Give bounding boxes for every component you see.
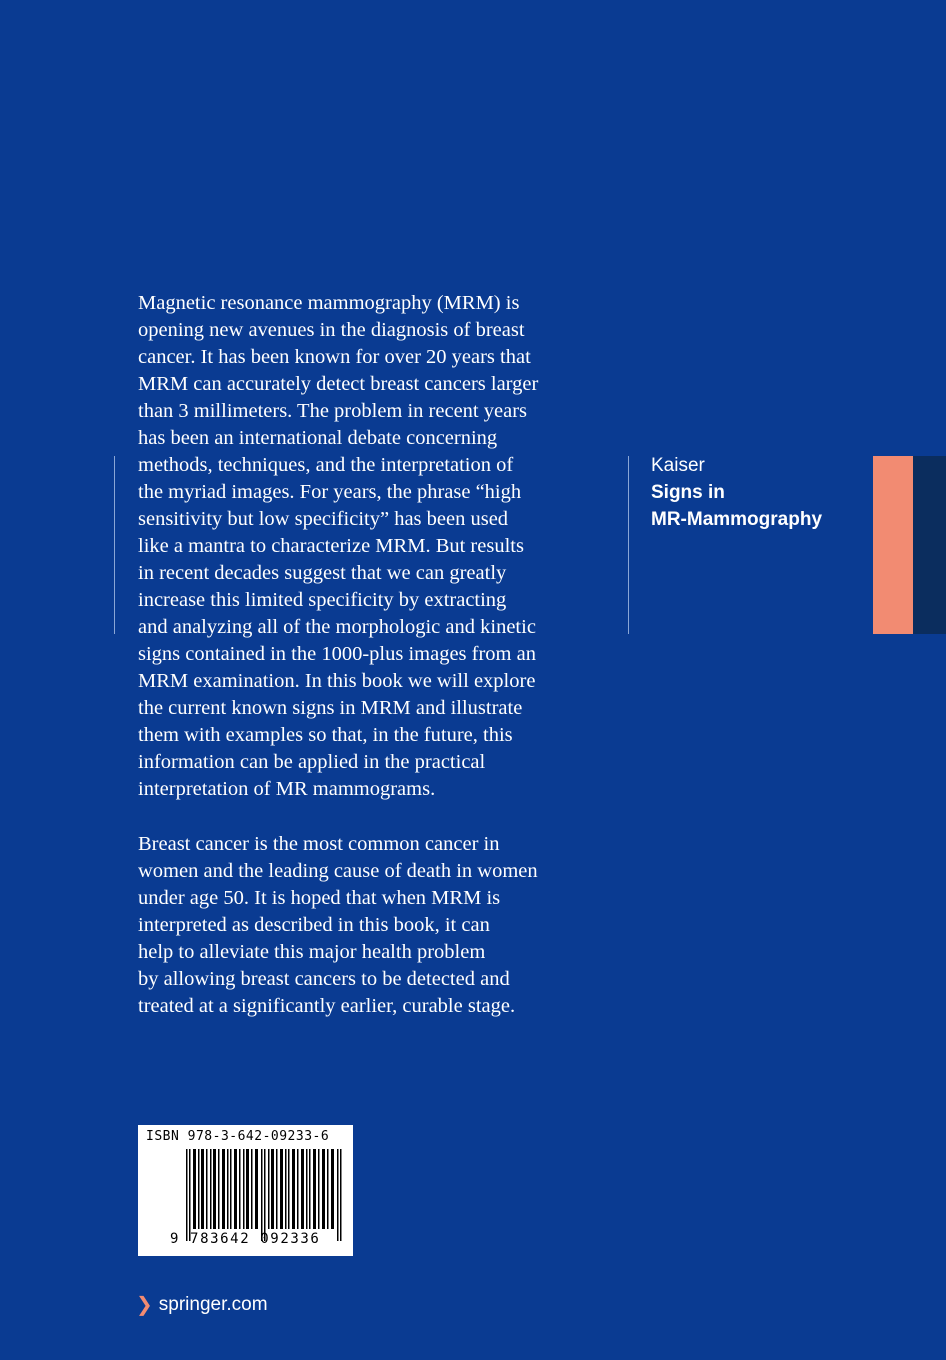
isbn-label: ISBN 978-3-642-09233-6: [146, 1129, 330, 1144]
publisher-link[interactable]: [136, 1292, 268, 1317]
barcode-icon: [186, 1149, 346, 1241]
book-title-line-1: Signs in: [651, 482, 725, 503]
book-info: [651, 452, 822, 533]
chevron-right-icon: ❯: [136, 1294, 153, 1316]
accent-stripe: [873, 456, 913, 634]
divider-line-left: [114, 456, 115, 634]
blurb-text: [138, 290, 618, 1048]
spine-edge: [913, 456, 946, 634]
blurb-paragraph-1: Magnetic resonance mammography (MRM) is opening new avenues in the diagnosis of breast cancer. It has been known for over 20 years that MRM can accurately detect breast cancers larger than 3 millimeters. The problem in recent years has been an international debate concerning methods, techniques, and the interpretation of the myriad images. For years, the phrase “high sensitivity but low specificity” has been used like a mantra to characterize MRM. But results in recent decades suggest that we can greatly increase this limited specificity by extracting and analyzing all of the morphologic and kinetic signs contained in the 1000-plus images from an MRM examination. In this book we will explore the current known signs in MRM and illustrate them with examples so that, in the future, this information can be applied in the practical interpretation of MR mammograms.: [138, 292, 539, 800]
publisher-url[interactable]: springer.com: [158, 1293, 268, 1315]
divider-line-right: [628, 456, 629, 634]
book-title-line-2: MR-Mammography: [651, 509, 823, 530]
author-name: Kaiser: [651, 455, 705, 476]
blurb-paragraph-2: Breast cancer is the most common cancer in women and the leading cause of death in women under age 50. It is hoped that when MRM is interpreted as described in this book, it can help to alleviate this major health problem by allowing breast cancers to be detected and treated at a significantly earlier, curable stage.: [138, 833, 538, 1017]
barcode-digits: 9 783642 092336: [170, 1231, 321, 1247]
barcode-box: [138, 1125, 353, 1256]
